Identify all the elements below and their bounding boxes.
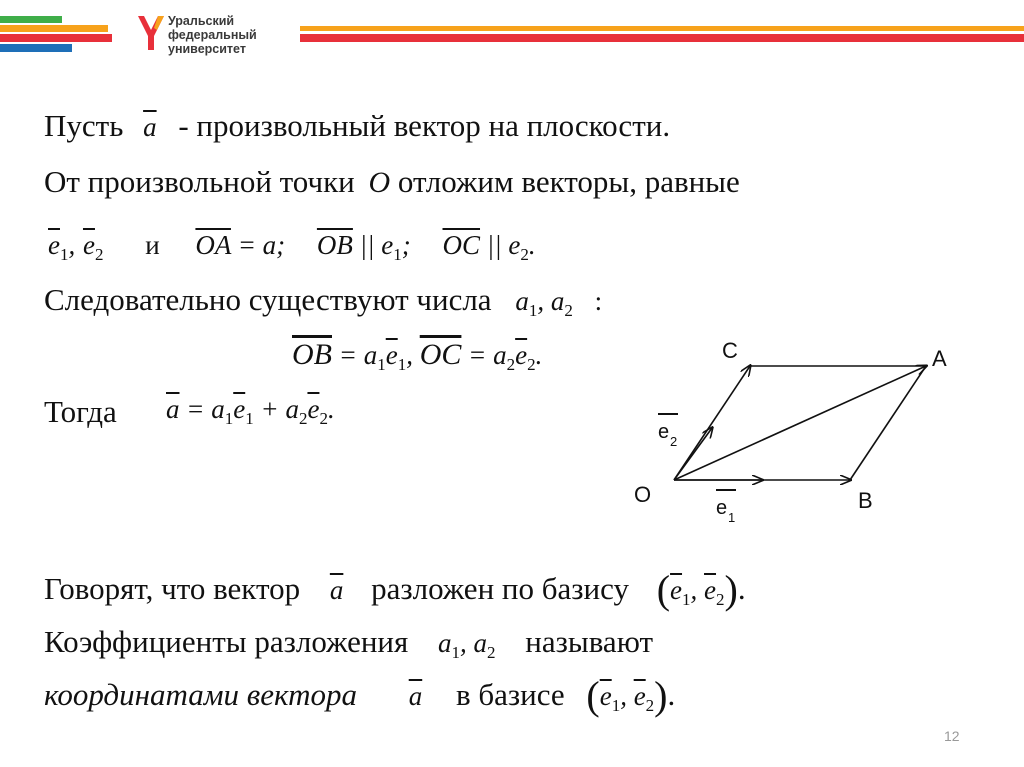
coef-a2: , a bbox=[460, 628, 488, 658]
period: . bbox=[737, 571, 746, 606]
vector-e1: $\overline{e}$ bbox=[385, 340, 398, 370]
paren-open: ( bbox=[656, 567, 671, 612]
plus-a2: + a bbox=[253, 394, 299, 424]
comma: , bbox=[68, 230, 76, 260]
label-a: A bbox=[932, 346, 947, 371]
sub-1: 1 bbox=[682, 590, 691, 609]
vector-a: $\overline{a}$ bbox=[143, 112, 157, 142]
parallel-e1: || e bbox=[352, 230, 394, 260]
logo-line-3: университет bbox=[168, 42, 246, 56]
sub-1: 1 bbox=[528, 301, 538, 320]
sub-1: 1 bbox=[224, 409, 234, 428]
l1-text-b: - произвольный вектор на плоскости. bbox=[178, 108, 671, 143]
comma: , bbox=[690, 575, 705, 605]
text-line-1 bbox=[44, 110, 670, 141]
l8-text-a: Коэффициенты разложения bbox=[44, 624, 409, 659]
stripe-right-red bbox=[300, 34, 1024, 42]
logo-line-2: федеральный bbox=[168, 28, 257, 42]
stripe-orange bbox=[0, 25, 108, 32]
sub-1b: 1 bbox=[245, 409, 254, 428]
sub-2b: 2 bbox=[319, 409, 328, 428]
l2-text-b: отложим векторы, равные bbox=[397, 164, 740, 199]
vector-oc: $\overline{OC}$ bbox=[442, 230, 481, 260]
eq-a1: = a bbox=[179, 394, 225, 424]
l4-text: Следовательно существуют числа bbox=[44, 282, 492, 317]
sub-1b: 1 bbox=[393, 245, 402, 264]
text-line-2 bbox=[44, 166, 740, 198]
text-line-8 bbox=[44, 626, 653, 661]
math-line-3 bbox=[48, 228, 536, 263]
page-number: 12 bbox=[944, 728, 960, 744]
university-name bbox=[168, 14, 257, 56]
l7-text-b: разложен по базису bbox=[371, 571, 629, 606]
university-logo-icon bbox=[136, 14, 166, 52]
vector-oa: $\overline{OA}$ bbox=[195, 230, 231, 260]
eq-a: = a; bbox=[230, 230, 286, 260]
sub-2: 2 bbox=[645, 696, 655, 715]
label-e1: e bbox=[716, 497, 728, 519]
vector-a: $\overline{a}$ bbox=[166, 394, 180, 424]
parallel-e2: || e bbox=[480, 230, 521, 260]
sub-2b: 2 bbox=[527, 355, 536, 374]
sub-2b: 2 bbox=[520, 245, 529, 264]
sub-1: 1 bbox=[59, 245, 69, 264]
colon: : bbox=[594, 286, 603, 316]
vector-oc: $\overline{OC}$ bbox=[419, 338, 462, 371]
text-line-7 bbox=[44, 567, 746, 612]
coef-a1: a bbox=[515, 286, 529, 316]
coef-a1: a bbox=[438, 628, 452, 658]
paren-open: ( bbox=[586, 673, 600, 718]
l8-text-b: называют bbox=[525, 624, 653, 659]
coef-a2: , a bbox=[537, 286, 565, 316]
period: . bbox=[535, 340, 543, 370]
period: . bbox=[667, 677, 676, 712]
l9-text-a: координатами вектора bbox=[44, 677, 357, 712]
vector-parallelogram-diagram bbox=[620, 330, 960, 530]
period: . bbox=[528, 230, 536, 260]
sub-2: 2 bbox=[487, 643, 496, 662]
label-c: C bbox=[722, 338, 738, 363]
vector-e2: $\overline{e}$ bbox=[704, 575, 717, 605]
eq-a1: = a bbox=[332, 340, 378, 370]
label-e1-sub: 1 bbox=[728, 510, 736, 525]
comma: , bbox=[620, 681, 634, 711]
label-o: O bbox=[634, 482, 652, 507]
word-and: и bbox=[145, 230, 160, 260]
period: . bbox=[327, 394, 335, 424]
label-e2-sub: 2 bbox=[670, 434, 678, 449]
paren-close: ) bbox=[654, 673, 668, 718]
vector-e2: $\overline{e}$ bbox=[82, 230, 95, 260]
label-e2: e bbox=[658, 421, 670, 443]
vector-a: $\overline{a}$ bbox=[329, 575, 344, 605]
vector-ob: $\overline{OB}$ bbox=[292, 338, 332, 371]
vector-e1: $\overline{e}$ bbox=[48, 230, 60, 260]
l2-text-a: От произвольной точки bbox=[44, 164, 355, 199]
paren-close: ) bbox=[724, 567, 738, 612]
sub-1b: 1 bbox=[397, 355, 407, 374]
text-line-9 bbox=[44, 673, 676, 718]
sub-2: 2 bbox=[716, 590, 725, 609]
word-then: Тогда bbox=[44, 394, 117, 429]
text-line-4 bbox=[44, 284, 602, 319]
semi: ; bbox=[401, 230, 411, 260]
sub-1: 1 bbox=[451, 643, 461, 662]
vector-e1: $\overline{e}$ bbox=[233, 394, 246, 424]
sub-2: 2 bbox=[506, 355, 516, 374]
vector-e2: $\overline{e}$ bbox=[307, 394, 320, 424]
math-line-6 bbox=[166, 392, 335, 427]
logo-line-1: Уральский bbox=[168, 14, 235, 28]
eq-a2: = a bbox=[461, 340, 507, 370]
point-o: O bbox=[368, 166, 391, 199]
stripe-red bbox=[0, 34, 112, 42]
stripe-right-orange bbox=[300, 26, 1024, 31]
vector-e1: $\overline{e}$ bbox=[670, 575, 683, 605]
comma: , bbox=[406, 340, 420, 370]
stripe-green bbox=[0, 16, 62, 23]
l7-text-a: Говорят, что вектор bbox=[44, 571, 301, 606]
label-b: B bbox=[858, 488, 873, 513]
sub-2: 2 bbox=[94, 245, 104, 264]
vector-e2: $\overline{e}$ bbox=[515, 340, 528, 370]
vector-e2: $\overline{e}$ bbox=[633, 681, 646, 711]
stripe-blue bbox=[0, 44, 72, 52]
sub-1: 1 bbox=[611, 696, 621, 715]
l1-text-a: Пусть bbox=[44, 108, 124, 143]
text-line-6 bbox=[44, 396, 117, 427]
vector-e1: $\overline{e}$ bbox=[599, 681, 612, 711]
sub-2: 2 bbox=[564, 301, 573, 320]
vector-a: $\overline{a}$ bbox=[408, 681, 423, 711]
sub-1: 1 bbox=[377, 355, 386, 374]
sub-2: 2 bbox=[298, 409, 308, 428]
l9-text-b: в базисе bbox=[455, 677, 565, 712]
vector-ob: $\overline{OB}$ bbox=[316, 230, 353, 260]
math-line-5 bbox=[292, 338, 542, 373]
